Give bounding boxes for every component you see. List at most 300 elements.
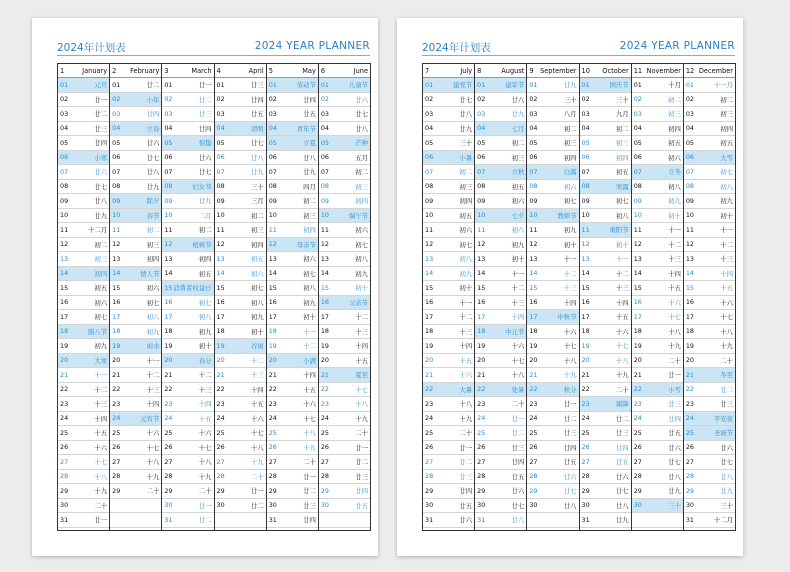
- day-number: 02: [112, 95, 121, 104]
- lunar-date: 廿二: [198, 95, 212, 104]
- day-cell: [423, 78, 474, 93]
- lunar-date: 廿六: [198, 153, 212, 162]
- day-cell: [475, 339, 526, 354]
- day-number: 05: [60, 138, 69, 147]
- day-number: 06: [529, 153, 538, 162]
- day-cell: [632, 441, 683, 456]
- day-cell: [423, 368, 474, 383]
- month-header: [527, 64, 578, 78]
- lunar-date: 大暑: [459, 385, 473, 394]
- day-cell: [110, 281, 161, 296]
- day-cell: [319, 107, 370, 122]
- day-cell: [58, 412, 109, 427]
- day-cell: [110, 368, 161, 383]
- day-cell: [110, 238, 161, 253]
- day-number: 15: [685, 283, 694, 292]
- day-cell: [162, 107, 213, 122]
- lunar-date: 廿三: [459, 472, 473, 481]
- day-number: 31: [268, 515, 277, 524]
- day-cell: [58, 397, 109, 412]
- lunar-date: 小暑: [459, 153, 473, 162]
- lunar-date: 初十: [511, 255, 525, 264]
- day-cell: [475, 209, 526, 224]
- day-number: 31: [60, 515, 69, 524]
- lunar-date: 小满: [303, 356, 316, 365]
- day-number: 25: [581, 428, 590, 437]
- day-number: 17: [60, 312, 69, 321]
- day-number: 12: [268, 240, 277, 249]
- day-number: 11: [268, 225, 277, 234]
- day-cell: [684, 484, 735, 499]
- lunar-date: 廿九: [563, 81, 577, 90]
- lunar-date: 十七: [563, 342, 577, 351]
- day-cell: [580, 223, 631, 238]
- day-cell: [632, 499, 683, 514]
- day-number: 07: [216, 167, 225, 176]
- day-cell: [162, 238, 213, 253]
- lunar-date: 廿五: [563, 458, 577, 467]
- day-number: 03: [268, 109, 277, 118]
- lunar-date: 廿一: [355, 443, 369, 452]
- lunar-date: 初九: [198, 327, 212, 336]
- lunar-date: 初三: [459, 182, 473, 191]
- day-cell: [162, 484, 213, 499]
- day-cell: [527, 180, 578, 195]
- day-cell: [423, 484, 474, 499]
- day-cell: [527, 513, 578, 528]
- day-number: 24: [529, 414, 538, 423]
- day-number: 25: [268, 428, 277, 437]
- day-number: 30: [164, 501, 173, 510]
- lunar-date: 初九: [511, 240, 525, 249]
- lunar-date: 十九: [250, 458, 264, 467]
- day-number: 20: [425, 356, 434, 365]
- day-number: 29: [112, 486, 121, 495]
- day-cell: [215, 412, 266, 427]
- day-number: 25: [60, 428, 69, 437]
- day-number: 06: [425, 153, 434, 162]
- day-cell: [632, 513, 683, 528]
- lunar-date: 立春: [146, 124, 160, 133]
- lunar-date: 十四: [303, 371, 316, 380]
- day-cell: [162, 455, 213, 470]
- day-cell: [632, 354, 683, 369]
- day-number: 31: [685, 515, 694, 524]
- day-number: 08: [529, 182, 538, 191]
- lunar-date: 十八: [355, 400, 369, 409]
- day-number: 06: [320, 153, 329, 162]
- day-number: 02: [268, 95, 277, 104]
- day-number: 27: [529, 457, 538, 466]
- day-number: 27: [685, 457, 694, 466]
- day-cell: [215, 310, 266, 325]
- lunar-date: 廿七: [198, 168, 212, 177]
- lunar-date: 初三: [303, 211, 316, 220]
- day-cell: [632, 484, 683, 499]
- lunar-date: 初二: [511, 139, 525, 148]
- day-cell: [475, 397, 526, 412]
- day-number: 24: [633, 414, 642, 423]
- lunar-date: 廿四: [668, 414, 681, 423]
- day-cell: [527, 93, 578, 108]
- lunar-date: 廿五: [355, 501, 369, 510]
- page-header: [57, 40, 370, 56]
- lunar-date: 十八: [94, 472, 108, 481]
- lunar-date: 劳动节: [296, 81, 316, 90]
- day-number: 30: [216, 501, 225, 510]
- lunar-date: 廿三: [250, 81, 264, 90]
- month-number: 12: [685, 66, 695, 75]
- day-cell: [475, 281, 526, 296]
- day-number: 16: [112, 298, 121, 307]
- day-number: 04: [529, 124, 538, 133]
- lunar-date: 初九: [94, 342, 108, 351]
- lunar-date: 芒种: [355, 139, 369, 148]
- day-number: 15: [633, 283, 642, 292]
- day-number: 08: [112, 182, 121, 191]
- lunar-date: 初九: [668, 197, 681, 206]
- lunar-date: 三十: [615, 95, 629, 104]
- day-cell: [215, 252, 266, 267]
- day-number: 05: [268, 138, 277, 147]
- day-cell: [58, 252, 109, 267]
- month-column: [162, 64, 214, 530]
- day-cell: [527, 368, 578, 383]
- day-cell: [527, 107, 578, 122]
- lunar-date: 廿八: [511, 516, 525, 525]
- lunar-date: 十五: [303, 385, 316, 394]
- day-number: 19: [581, 341, 590, 350]
- day-cell: [110, 383, 161, 398]
- day-cell: [215, 354, 266, 369]
- day-cell: [215, 151, 266, 166]
- day-number: 18: [581, 327, 590, 336]
- day-cell: [475, 470, 526, 485]
- day-cell: [475, 180, 526, 195]
- day-number: 19: [268, 341, 277, 350]
- day-cell: [110, 136, 161, 151]
- day-number: 08: [633, 182, 642, 191]
- day-number: 05: [477, 138, 486, 147]
- lunar-date: 十九: [615, 371, 629, 380]
- day-cell: [684, 281, 735, 296]
- day-cell: [527, 412, 578, 427]
- day-cell: [580, 397, 631, 412]
- lunar-date: 建党节: [453, 81, 473, 90]
- lunar-date: 廿二: [303, 487, 316, 496]
- day-cell: [423, 93, 474, 108]
- day-cell: [632, 252, 683, 267]
- day-number: 20: [581, 356, 590, 365]
- day-cell: [527, 484, 578, 499]
- day-cell: [632, 310, 683, 325]
- day-number: 16: [60, 298, 69, 307]
- day-number: 07: [112, 167, 121, 176]
- day-cell: [267, 151, 318, 166]
- day-cell: [632, 455, 683, 470]
- day-cell: [684, 397, 735, 412]
- lunar-date: 廿六: [511, 487, 525, 496]
- day-number: 05: [425, 138, 434, 147]
- day-number: 26: [164, 443, 173, 452]
- month-header: [110, 64, 161, 78]
- lunar-date: 廿五: [615, 458, 629, 467]
- day-number: 23: [529, 399, 538, 408]
- lunar-date: 廿四: [511, 458, 525, 467]
- day-number: 23: [112, 399, 121, 408]
- day-cell: [215, 78, 266, 93]
- day-cell: [423, 165, 474, 180]
- day-cell: [110, 122, 161, 137]
- day-number: 14: [581, 269, 590, 278]
- day-number: 31: [164, 515, 173, 524]
- day-number: 19: [685, 341, 694, 350]
- day-number: 29: [60, 486, 69, 495]
- day-cell: [267, 368, 318, 383]
- day-number: 05: [685, 138, 694, 147]
- lunar-date: 十八: [668, 327, 681, 336]
- day-cell: [267, 93, 318, 108]
- day-number: 19: [425, 341, 434, 350]
- day-number: 16: [529, 298, 538, 307]
- day-number: 18: [268, 327, 277, 336]
- day-number: 28: [268, 472, 277, 481]
- day-cell: [58, 78, 109, 93]
- lunar-date: 二十: [303, 458, 316, 467]
- day-cell: [110, 470, 161, 485]
- day-cell: [58, 93, 109, 108]
- lunar-date: 春分: [198, 356, 212, 365]
- lunar-date: 秋分: [563, 385, 577, 394]
- day-number: 24: [112, 414, 121, 423]
- day-number: 27: [633, 457, 642, 466]
- month-name: June: [353, 66, 369, 75]
- day-cell: [110, 339, 161, 354]
- day-cell: [267, 238, 318, 253]
- day-cell: [684, 267, 735, 282]
- month-header: [319, 64, 370, 78]
- day-cell: [319, 310, 370, 325]
- day-cell: [110, 267, 161, 282]
- day-number: 27: [477, 457, 486, 466]
- day-number: 17: [164, 312, 173, 321]
- day-number: 09: [477, 196, 486, 205]
- day-cell: [475, 194, 526, 209]
- day-cell: [475, 383, 526, 398]
- day-cell: [319, 499, 370, 514]
- day-number: 26: [581, 443, 590, 452]
- lunar-date: 十七: [303, 414, 316, 423]
- day-cell: [267, 252, 318, 267]
- day-cell: [423, 238, 474, 253]
- lunar-date: 廿一: [459, 443, 473, 452]
- day-number: 29: [216, 486, 225, 495]
- day-cell: [423, 107, 474, 122]
- day-number: 03: [320, 109, 329, 118]
- lunar-date: 二十: [459, 429, 473, 438]
- lunar-date: 十五: [94, 429, 108, 438]
- lunar-date: 十六: [720, 298, 734, 307]
- lunar-date: 十二: [459, 313, 473, 322]
- day-cell: [684, 180, 735, 195]
- lunar-date: 初五: [198, 269, 212, 278]
- lunar-date: 廿三: [615, 429, 629, 438]
- day-number: 07: [268, 167, 277, 176]
- page-header: [422, 40, 735, 56]
- day-number: 17: [268, 312, 277, 321]
- lunar-date: 初八: [720, 182, 734, 191]
- lunar-date: 十四: [355, 342, 369, 351]
- day-number: 19: [477, 341, 486, 350]
- lunar-date: 十四: [198, 400, 212, 409]
- day-cell: [319, 223, 370, 238]
- day-cell: [319, 470, 370, 485]
- lunar-date: 廿八: [668, 472, 681, 481]
- day-number: 20: [216, 356, 225, 365]
- lunar-date: 初二: [146, 226, 160, 235]
- day-cell: [319, 426, 370, 441]
- day-cell: [580, 325, 631, 340]
- lunar-date: 十二: [250, 356, 264, 365]
- day-number: 29: [529, 486, 538, 495]
- lunar-date: 初四: [355, 197, 369, 206]
- day-cell: [319, 325, 370, 340]
- day-number: 01: [529, 80, 538, 89]
- lunar-date: 廿九: [198, 197, 212, 206]
- lunar-date: 十七: [668, 313, 681, 322]
- day-cell: [162, 412, 213, 427]
- lunar-date: 十八: [250, 443, 264, 452]
- day-cell: [162, 194, 213, 209]
- month-grid: [422, 63, 736, 531]
- day-cell: [319, 441, 370, 456]
- lunar-date: 十三: [250, 371, 264, 380]
- day-cell: [58, 194, 109, 209]
- day-number: 17: [633, 312, 642, 321]
- day-number: 12: [216, 240, 225, 249]
- day-cell: [580, 426, 631, 441]
- day-cell: [527, 310, 578, 325]
- day-number: 05: [164, 138, 173, 147]
- day-number: 03: [477, 109, 486, 118]
- day-cell: [475, 325, 526, 340]
- day-cell: [110, 165, 161, 180]
- lunar-date: 二十: [720, 356, 734, 365]
- month-name: July: [460, 66, 473, 75]
- day-number: 04: [112, 124, 121, 133]
- day-number: 18: [112, 327, 121, 336]
- lunar-date: 廿三: [198, 110, 212, 119]
- day-number: 23: [477, 399, 486, 408]
- day-cell: [423, 267, 474, 282]
- day-cell: [632, 194, 683, 209]
- day-number: 28: [633, 472, 642, 481]
- day-cell: [684, 107, 735, 122]
- day-number: 25: [685, 428, 694, 437]
- day-cell: [684, 151, 735, 166]
- day-number: 08: [581, 182, 590, 191]
- day-number: 11: [320, 225, 329, 234]
- day-number: 02: [529, 95, 538, 104]
- day-number: 03: [164, 109, 173, 118]
- day-number: 13: [425, 254, 434, 263]
- lunar-date: 廿七: [94, 182, 108, 191]
- day-cell: [215, 383, 266, 398]
- day-number: 14: [216, 269, 225, 278]
- day-cell: [319, 281, 370, 296]
- lunar-date: 二月: [198, 211, 212, 220]
- lunar-date: 初九: [563, 226, 577, 235]
- lunar-date: 廿三: [303, 501, 316, 510]
- day-cell: [632, 383, 683, 398]
- day-cell: [162, 397, 213, 412]
- lunar-date: 初八: [250, 298, 264, 307]
- month-number: 7: [425, 66, 430, 75]
- day-cell: [215, 484, 266, 499]
- day-cell: [580, 281, 631, 296]
- lunar-date: 十五: [720, 284, 734, 293]
- day-number: 21: [425, 370, 434, 379]
- lunar-date: 初八: [511, 226, 525, 235]
- day-number: 06: [477, 153, 486, 162]
- lunar-date: 廿三: [511, 443, 525, 452]
- day-number: 20: [164, 356, 173, 365]
- lunar-date: 十九: [720, 342, 734, 351]
- month-name: May: [302, 66, 316, 75]
- day-cell: [58, 209, 109, 224]
- day-cell: [527, 339, 578, 354]
- lunar-date: 初九: [720, 197, 734, 206]
- day-cell: [162, 267, 213, 282]
- day-cell: [475, 296, 526, 311]
- lunar-date: 廿八: [94, 197, 108, 206]
- day-cell: [215, 296, 266, 311]
- day-number: 16: [685, 298, 694, 307]
- day-cell: [267, 325, 318, 340]
- day-number: 21: [685, 370, 694, 379]
- lunar-date: 十七: [250, 429, 264, 438]
- day-cell: [58, 310, 109, 325]
- lunar-date: 初二: [198, 226, 212, 235]
- day-number: 19: [216, 341, 225, 350]
- day-number: 22: [164, 385, 173, 394]
- lunar-date: 廿一: [198, 81, 212, 90]
- month-number: 9: [529, 66, 534, 75]
- lunar-date: 端午节: [348, 211, 369, 220]
- day-number: 18: [477, 327, 486, 336]
- day-number: 03: [529, 109, 538, 118]
- day-cell: [319, 383, 370, 398]
- day-cell: [684, 223, 735, 238]
- lunar-date: 廿九: [511, 110, 525, 119]
- day-cell: [110, 296, 161, 311]
- lunar-date: 初七: [720, 168, 734, 177]
- lunar-date: 初三: [668, 110, 681, 119]
- day-number: 30: [425, 501, 434, 510]
- day-number: 28: [112, 472, 121, 481]
- lunar-date: 十四: [94, 414, 108, 423]
- day-cell: [215, 281, 266, 296]
- day-number: 29: [477, 486, 486, 495]
- day-number: 28: [581, 472, 590, 481]
- day-number: 08: [216, 182, 225, 191]
- day-cell: [58, 368, 109, 383]
- day-cell: [423, 223, 474, 238]
- lunar-date: 十二: [94, 385, 108, 394]
- lunar-date: 十七: [615, 342, 629, 351]
- lunar-date: 十二: [668, 240, 681, 249]
- day-number: 22: [685, 385, 694, 394]
